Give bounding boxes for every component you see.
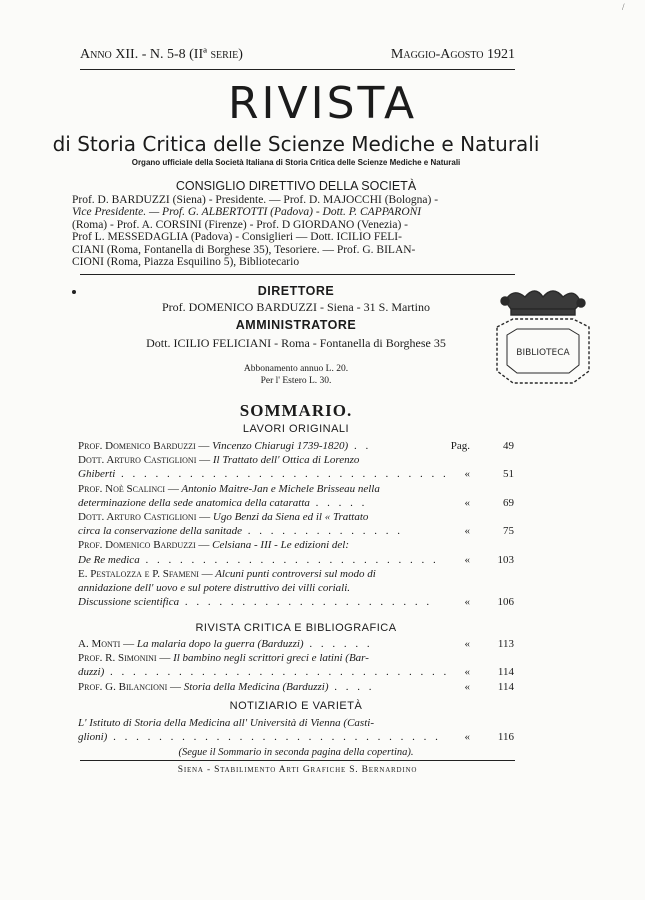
toc-page-number: 114 (497, 680, 514, 693)
sommario-title: SOMMARIO. (239, 401, 353, 420)
toc-entry (78, 511, 458, 524)
toc-leader-dots: . . (348, 440, 372, 452)
toc-entry-text: Discussione scientifica (78, 596, 180, 609)
toc-entry-text: A. Monti — La malaria dopo la guerra (Barduzzi) (78, 638, 304, 650)
toc-entry-text: Dott. Arturo Castiglioni — Ugo Benzi da Siena ed il « Trattato (78, 510, 369, 523)
toc-page-number: 106 (497, 596, 514, 609)
toc-entry-text: De Re medica (78, 553, 140, 566)
abbonamento-estero: Per l' Estero L. 30. (260, 376, 332, 386)
toc-entry (78, 483, 458, 496)
toc-lavori (78, 440, 514, 610)
council-members (72, 194, 524, 268)
direttore-line: Prof. DOMENICO BARDUZZI - Siena - 31 S. Martino (162, 300, 430, 314)
council-line: (Roma) - Prof. A. CORSINI (Firenze) - Prof. D GIORDANO (Venezia) - (72, 218, 408, 231)
header-rule (80, 69, 515, 70)
toc-page-mark: « (464, 525, 470, 538)
toc-leader-dots: . . . . . . . . . . . . . . . . . . . . . . (179, 596, 433, 609)
footer-rule (80, 760, 515, 761)
printer-footer: Siena - Stabilimento Arti Grafiche S. Bernardino (177, 765, 418, 775)
council-line: Vice Presidente. — Prof. G. ALBERTOTTI (Padova) - Dott. P. CAPPARONI (72, 206, 422, 219)
toc-row (78, 468, 514, 482)
amministratore-heading: AMMINISTRATORE (235, 318, 357, 332)
toc-entry (78, 554, 458, 567)
toc-row (78, 731, 514, 745)
toc-row (78, 454, 514, 468)
toc-entry (78, 454, 458, 467)
issue-number: Anno XII. - N. 5-8 (IIª serie) (80, 47, 243, 62)
toc-page-mark: « (464, 496, 470, 509)
council-line: CIONI (Roma, Piazza Esquilino 5), Bibliotecario (72, 256, 300, 269)
toc-page-number: 69 (503, 496, 514, 509)
toc-entry (78, 666, 458, 679)
toc-entry (78, 468, 458, 481)
toc-leader-dots: . . . . . . . . . . . . . . . . . . . . . . . . . . . . . (115, 468, 449, 481)
toc-entry-text: Prof. Noè Scalinci — Antonio Maitre-Jan e Michele Brisseau nella (78, 482, 380, 495)
toc-leader-dots: . . . . . . . . . . . . . . (241, 525, 403, 538)
toc-entry (78, 525, 458, 538)
journal-organo: Organo ufficiale della Società Italiana di Storia Critica delle Scienze Mediche e Naturali (131, 158, 461, 167)
council-title: CONSIGLIO DIRETTIVO DELLA SOCIETÀ (175, 179, 417, 193)
toc-entry (78, 497, 458, 510)
council-rule (80, 274, 515, 275)
toc-entry-text: annidazione dell' uovo e sul potere distruttivo dei villi coriali. (78, 581, 351, 594)
toc-page-number: 116 (497, 731, 514, 744)
toc-page-mark: « (464, 553, 470, 566)
toc-row (78, 539, 514, 553)
toc-entry-text: glioni) (78, 731, 108, 744)
toc-row (78, 717, 514, 731)
toc-entry-text: determinazione della sede anatomica della cataratta (78, 496, 310, 509)
issue-header (80, 47, 515, 67)
toc-entry (78, 440, 458, 453)
library-stamp (483, 279, 603, 399)
toc-rivista (78, 638, 514, 695)
toc-page-mark: « (464, 666, 470, 679)
toc-row (78, 554, 514, 568)
toc-row (78, 596, 514, 610)
toc-entry-text: Prof. R. Simonini — Il bambino negli scrittori greci e latini (Bar- (78, 652, 369, 665)
toc-row (78, 497, 514, 511)
toc-row (78, 525, 514, 539)
amministratore-line: Dott. ICILIO FELICIANI - Roma - Fontanella di Borghese 35 (146, 336, 446, 350)
toc-entry (78, 638, 458, 651)
toc-entry (78, 539, 458, 552)
toc-leader-dots: . . . . . . . . . . . . . . . . . . . . . . . . . . . . . . (104, 666, 450, 679)
toc-row (78, 483, 514, 497)
toc-leader-dots: . . . . . . . . . . . . . . . . . . . . . . . . . . (139, 553, 439, 566)
toc-entry (78, 652, 458, 665)
toc-entry-text: L' Istituto di Storia della Medicina all' Università di Vienna (Casti- (78, 717, 374, 729)
toc-page-number: 113 (497, 638, 514, 650)
toc-entry-text: E. Pestalozza e P. Sfameni — Alcuni punti controversi sul modo di (78, 567, 376, 580)
toc-page-mark: « (464, 596, 470, 609)
toc-entry-text: Prof. Domenico Barduzzi — Vincenzo Chiarugi 1739-1820) (78, 440, 349, 452)
toc-row (78, 582, 514, 596)
toc-page-mark: « (464, 680, 470, 693)
toc-row (78, 666, 514, 680)
toc-leader-dots: . . . . . . (303, 638, 373, 650)
sommario-note: (Segue il Sommario in seconda pagina della copertina). (178, 747, 414, 758)
toc-page-number: 103 (497, 553, 514, 566)
direttore-heading: DIRETTORE (257, 284, 335, 298)
toc-page-mark: « (464, 468, 470, 481)
stamp-text: BIBLIOTECA (516, 348, 570, 358)
issue-date: Maggio-Agosto 1921 (390, 47, 515, 62)
toc-entry (78, 681, 458, 694)
toc-page-number: 114 (497, 666, 514, 679)
toc-page-number: 51 (503, 468, 514, 481)
toc-row (78, 681, 514, 695)
toc-page-mark: « (464, 638, 470, 650)
council-line: Prof. D. BARDUZZI (Siena) - Presidente. — Prof. D. MAJOCCHI (Bologna) - (72, 194, 439, 206)
toc-leader-dots: . . . . . . . . . . . . . . . . . . . . . . . . . . . . . (107, 731, 441, 744)
toc-leader-dots: . . . . (328, 680, 375, 693)
journal-title: RIVISTA (227, 78, 418, 129)
council-line: Prof L. MESSEDAGLIA (Padova) - Consiglieri — Dott. ICILIO FELI- (72, 231, 402, 244)
abbonamento-annuo: Abbonamento annuo L. 20. (243, 364, 349, 374)
council-line: CIANI (Roma, Fontanella di Borghese 35), Tesoriere. — Prof. G. BILAN- (72, 243, 416, 256)
toc-entry-text: Prof. Domenico Barduzzi — Celsiana - III - Le edizioni del: (78, 539, 350, 552)
journal-subtitle: di Storia Critica delle Scienze Mediche e Naturali (52, 132, 540, 156)
toc-notiziario (78, 717, 514, 745)
toc-entry-text: circa la conservazione della sanitade (78, 525, 242, 538)
toc-entry (78, 731, 458, 744)
toc-leader-dots: . . . . . (309, 496, 368, 509)
section-heading-rivista: RIVISTA CRITICA E BIBLIOGRAFICA (195, 622, 397, 634)
toc-entry (78, 582, 458, 595)
toc-row (78, 511, 514, 525)
toc-row (78, 652, 514, 666)
ink-dot (72, 290, 76, 294)
toc-row (78, 440, 514, 454)
toc-page-mark: Pag. (450, 440, 470, 452)
toc-entry-text: Dott. Arturo Castiglioni — Il Trattato dell' Ottica di Lorenzo (78, 454, 360, 467)
toc-page-mark: « (464, 731, 470, 744)
toc-page-number: 75 (503, 525, 514, 538)
toc-page-number: 49 (503, 440, 514, 452)
toc-entry-text: Prof. G. Bilancioni — Storia della Medicina (Barduzzi) (78, 680, 329, 693)
toc-row (78, 638, 514, 652)
margin-mark: / (622, 2, 625, 12)
toc-row (78, 568, 514, 582)
toc-entry (78, 568, 458, 581)
toc-entry-text: duzzi) (78, 666, 105, 679)
section-heading-notiziario: NOTIZIARIO E VARIETÀ (229, 700, 363, 712)
toc-entry (78, 596, 458, 609)
section-heading-lavori: LAVORI ORIGINALI (242, 423, 350, 435)
toc-entry (78, 717, 458, 730)
toc-entry-text: Ghiberti (78, 468, 116, 481)
